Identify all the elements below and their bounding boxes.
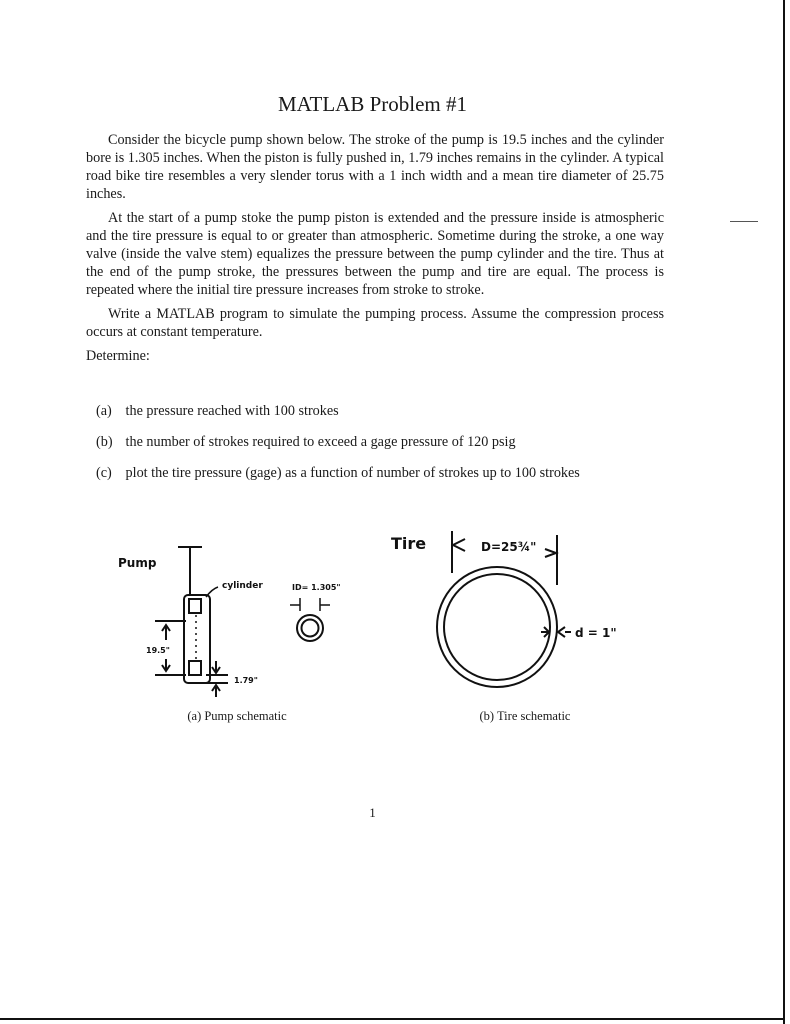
task-text: the number of strokes required to exceed a gage pressure of 120 psig xyxy=(125,434,516,450)
stroke-label: 19.5" xyxy=(146,646,170,655)
problem-statement xyxy=(86,131,664,371)
task-label: (b) xyxy=(96,434,113,450)
tire-caption: (b) Tire schematic xyxy=(479,709,571,723)
diameter-label: D=25¾" xyxy=(481,540,537,554)
task-list xyxy=(96,402,696,495)
pump-label: Pump xyxy=(118,556,157,570)
task-text: plot the tire pressure (gage) as a function of number of strokes up to 100 strokes xyxy=(125,465,580,481)
task-label: (a) xyxy=(96,403,112,419)
scan-edge-bottom xyxy=(0,1018,785,1020)
tire-schematic xyxy=(385,525,645,700)
cylinder-label: cylinder xyxy=(222,581,263,591)
margin-mark xyxy=(730,221,758,222)
paragraph-pump-process: At the start of a pump stoke the pump piston is extended and the pressure inside is atmospheric and the tire pressure is equal to or greater than atmospheric. Sometime during the stroke, a one way valve (inside the valve stem) equalizes the pressure between the pump cylinder and the tire. Thus at the end of the pump stroke, the pressures between the pump and tire are equal. The process is repeated where the initial tire pressure increases from stroke to stroke. xyxy=(86,210,664,298)
determine-label: Determine: xyxy=(86,348,150,364)
scan-edge-right xyxy=(783,0,785,1024)
task-item xyxy=(96,464,696,495)
task-label: (c) xyxy=(96,465,112,481)
task-item xyxy=(96,402,696,433)
page-number: 1 xyxy=(369,805,376,820)
pump-schematic xyxy=(110,525,370,700)
tire-label: Tire xyxy=(391,534,427,553)
paragraph-pump-description: Consider the bicycle pump shown below. The stroke of the pump is 19.5 inches and the cylinder bore is 1.305 inches. When the piston is fully pushed in, 1.79 inches remains in the cylinder. A typical road bike tire resembles a very slender torus with a 1 inch width and a mean tire diameter of 25.75 inches. xyxy=(86,132,664,202)
paragraph-matlab-task: Write a MATLAB program to simulate the pumping process. Assume the compression process occurs at constant temperature. xyxy=(86,306,664,340)
pump-caption: (a) Pump schematic xyxy=(187,709,287,723)
width-label: d = 1" xyxy=(575,626,617,640)
bore-label: ID= 1.305" xyxy=(292,583,341,592)
page-title: MATLAB Problem #1 xyxy=(278,92,467,116)
task-item xyxy=(96,433,696,464)
task-text: the pressure reached with 100 strokes xyxy=(125,403,339,419)
remaining-length-label: 1.79" xyxy=(234,676,258,685)
